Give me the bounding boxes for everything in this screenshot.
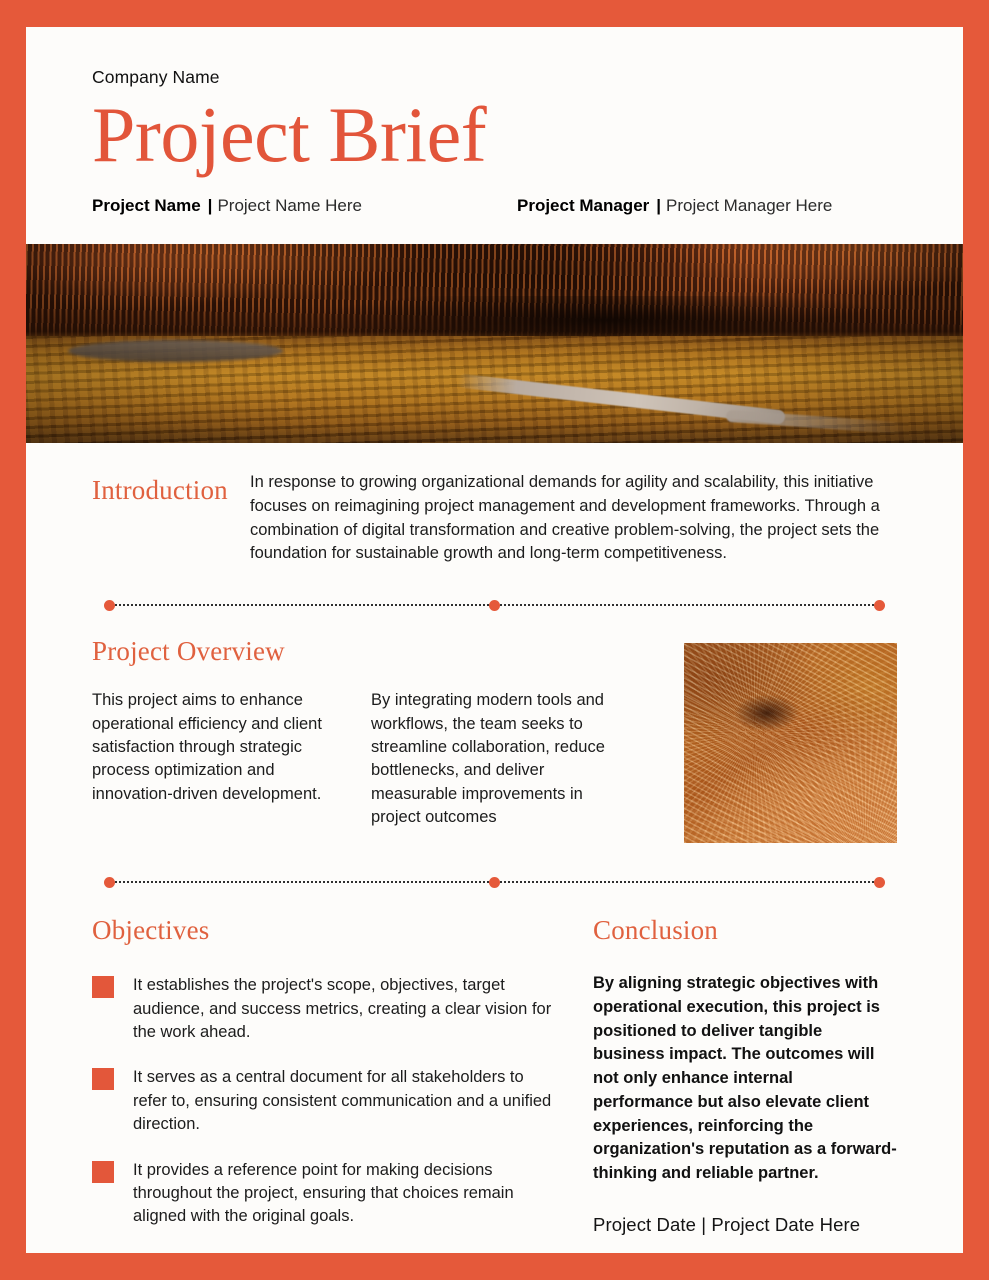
meta-project-name	[92, 196, 517, 216]
project-overview-title: Project Overview	[92, 636, 285, 667]
square-bullet-icon	[92, 1068, 114, 1090]
section-divider-one	[104, 600, 885, 610]
introduction-section	[92, 443, 897, 566]
square-bullet-icon	[92, 976, 114, 998]
project-overview-columns	[92, 689, 897, 843]
meta-project-name-label: Project Name	[92, 196, 201, 216]
meta-project-manager-separator: |	[656, 196, 662, 216]
meta-project-manager-label: Project Manager	[517, 196, 650, 216]
sandstone-wave-image	[684, 643, 897, 843]
page-title: Project Brief	[92, 91, 487, 178]
list-item	[92, 1066, 558, 1136]
objectives-section	[92, 915, 558, 1253]
list-item	[92, 974, 558, 1044]
divider2-dot-right-icon	[874, 877, 885, 888]
divider-line-right	[500, 604, 874, 606]
conclusion-section	[558, 915, 897, 1253]
hero-vignette	[26, 244, 963, 443]
divider-dot-right-icon	[874, 600, 885, 611]
header-meta-row	[92, 196, 897, 216]
bottom-columns	[92, 887, 897, 1253]
square-bullet-icon	[92, 1161, 114, 1183]
divider-line-left	[115, 604, 489, 606]
conclusion-title: Conclusion	[593, 915, 719, 946]
sandstone-shadow-pocket	[735, 695, 799, 731]
divider2-line-right	[500, 881, 874, 883]
objective-text: It provides a reference point for making decisions throughout the project, ensuring that choices remain aligned with the original goals.	[133, 1160, 514, 1226]
objectives-title: Objectives	[92, 915, 210, 946]
objective-text: It serves as a central document for all stakeholders to refer to, ensuring consistent communication and a unified direction.	[133, 1068, 552, 1134]
sandstone-swirl-lower	[684, 643, 897, 843]
project-date: Project Date | Project Date Here	[593, 1213, 861, 1235]
introduction-title: Introduction	[92, 475, 228, 506]
document-sheet	[26, 27, 963, 1253]
document-body	[26, 443, 963, 1253]
divider2-line-left	[115, 881, 489, 883]
meta-project-manager-value: Project Manager Here	[666, 196, 833, 216]
project-overview-column-two: By integrating modern tools and workflows, the team seeks to streamline collaboration, reduce bottlenecks, and deliver measurable improvements in project outcomes	[371, 691, 605, 827]
meta-project-manager	[517, 196, 832, 216]
company-name: Company Name	[92, 67, 220, 87]
document-header	[26, 27, 963, 216]
project-overview-column-one: This project aims to enhance operational efficiency and client satisfaction through strategic process optimization and innovation-driven development.	[92, 691, 322, 803]
project-overview-section	[92, 610, 897, 843]
divider-dot-center-icon	[489, 600, 500, 611]
introduction-title-wrap	[92, 471, 250, 566]
divider2-dot-left-icon	[104, 877, 115, 888]
meta-project-name-separator: |	[207, 196, 213, 216]
divider-dot-left-icon	[104, 600, 115, 611]
objective-text: It establishes the project's scope, objectives, target audience, and success metrics, creating a clear vision for the work ahead.	[133, 976, 552, 1041]
introduction-body: In response to growing organizational demands for agility and scalability, this initiative focuses on reimagining project management and development frameworks. Through a combination of digital transformation and creative problem-solving, the project sets the foundation for sustainable growth and long-term competitiveness.	[250, 473, 880, 563]
list-item	[92, 1159, 558, 1229]
divider2-dot-center-icon	[489, 877, 500, 888]
hero-landscape-image	[26, 244, 963, 443]
meta-project-name-value: Project Name Here	[217, 196, 362, 216]
conclusion-body: By aligning strategic objectives with operational execution, this project is positioned to deliver tangible business impact. The outcomes will not only enhance internal performance but also elevate client experiences, reinforcing the organization's reputation as a forward-thinking and reliable partner.	[593, 974, 897, 1183]
section-divider-two	[104, 877, 885, 887]
objectives-list	[92, 974, 558, 1229]
